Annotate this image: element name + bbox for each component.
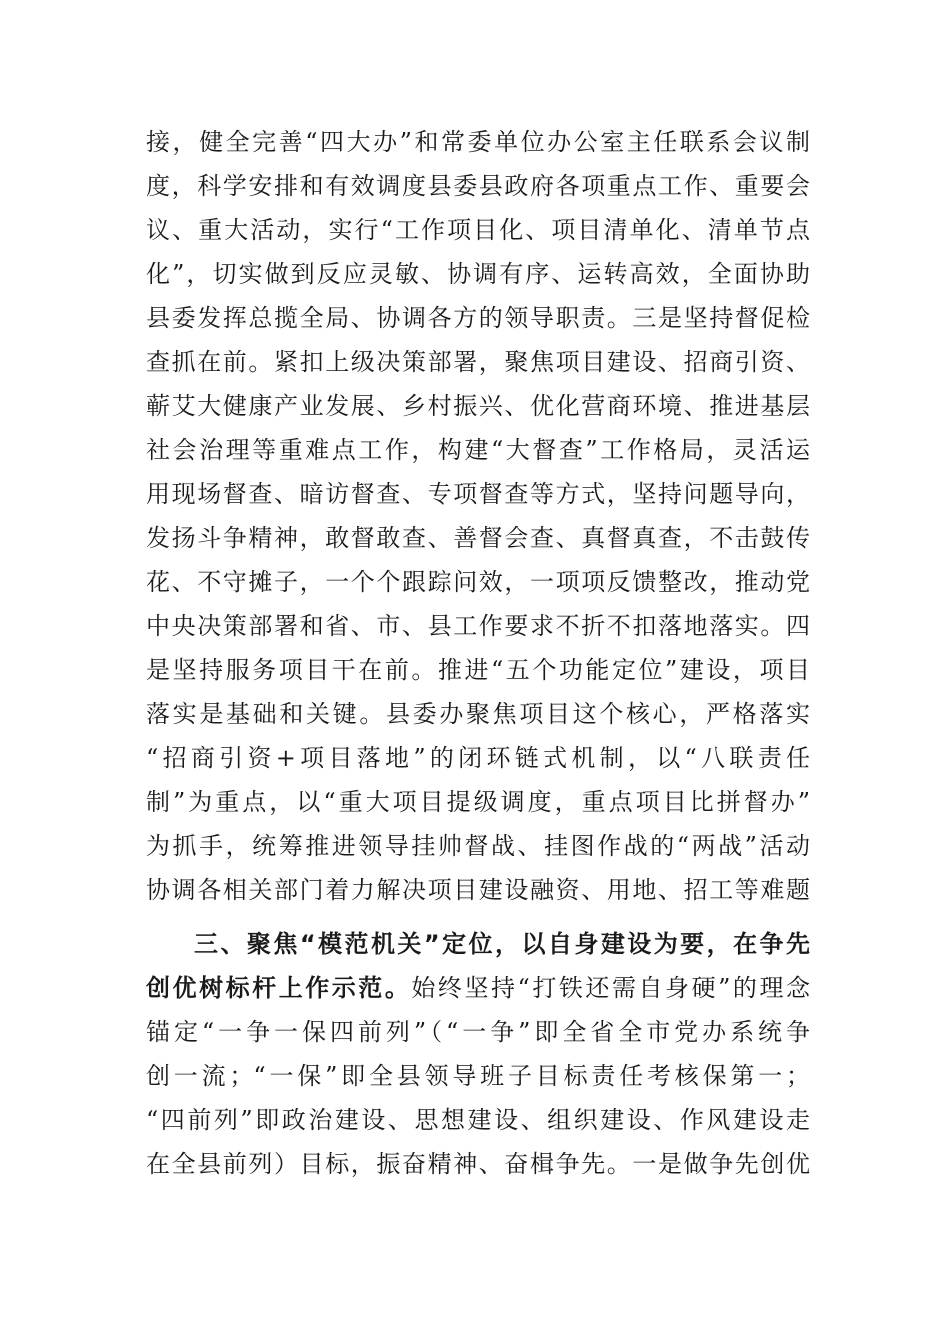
text-line: 落实是基础和关键。县委办聚焦项目这个核心，严格落实: [146, 700, 810, 728]
paragraph-continuation: [146, 120, 810, 912]
section-heading-end: 创优树标杆上作示范。: [146, 974, 412, 1002]
text-line: 县委发挥总揽全局、协调各方的领导职责。三是坚持督促检: [146, 304, 810, 332]
text-line: 在全县前列）目标，振奋精神、奋楫争先。一是做争先创优: [146, 1150, 810, 1178]
text-line: 度，科学安排和有效调度县委县政府各项重点工作、重要会: [146, 172, 810, 200]
text-line: 议、重大活动，实行“工作项目化、项目清单化、清单节点: [146, 216, 810, 244]
text-line: 化”，切实做到反应灵敏、协调有序、运转高效，全面协助: [146, 260, 810, 288]
text-line: 锚定“一争一保四前列”（“一争”即全省全市党办系统争: [146, 1018, 810, 1046]
text-line: 发扬斗争精神，敢督敢查、善督会查、真督真查，不击鼓传: [146, 524, 810, 552]
section-heading: 三、聚焦“模范机关”定位，以自身建设为要，在争先: [194, 930, 810, 958]
section-text: 始终坚持“打铁还需自身硬”的理念: [411, 974, 810, 1002]
text-line: 是坚持服务项目干在前。推进“五个功能定位”建设，项目: [146, 656, 810, 684]
section-three: [146, 922, 810, 1186]
text-line: 创一流；“一保”即全县领导班子目标责任考核保第一；: [146, 1062, 810, 1090]
text-line: 接，健全完善“四大办”和常委单位办公室主任联系会议制: [146, 128, 810, 156]
text-line: “招商引资+项目落地”的闭环链式机制，以“八联责任: [146, 744, 810, 772]
text-line: 制”为重点，以“重大项目提级调度，重点项目比拼督办”: [146, 788, 810, 816]
text-line: [146, 966, 810, 1010]
text-line: “四前列”即政治建设、思想建设、组织建设、作风建设走: [146, 1106, 810, 1134]
text-line: 用现场督查、暗访督查、专项督查等方式，坚持问题导向，: [146, 480, 810, 508]
text-line: 为抓手，统筹推进领导挂帅督战、挂图作战的“两战”活动: [146, 832, 810, 860]
text-line: 查抓在前。紧扣上级决策部署，聚焦项目建设、招商引资、: [146, 348, 810, 376]
text-line: 社会治理等重难点工作，构建“大督查”工作格局，灵活运: [146, 436, 810, 464]
text-line: 中央决策部署和省、市、县工作要求不折不扣落地落实。四: [146, 612, 810, 640]
text-line: 协调各相关部门着力解决项目建设融资、用地、招工等难题: [146, 876, 810, 904]
text-line: 蕲艾大健康产业发展、乡村振兴、优化营商环境、推进基层: [146, 392, 810, 420]
text-line: 花、不守摊子，一个个跟踪问效，一项项反馈整改，推动党: [146, 568, 810, 596]
